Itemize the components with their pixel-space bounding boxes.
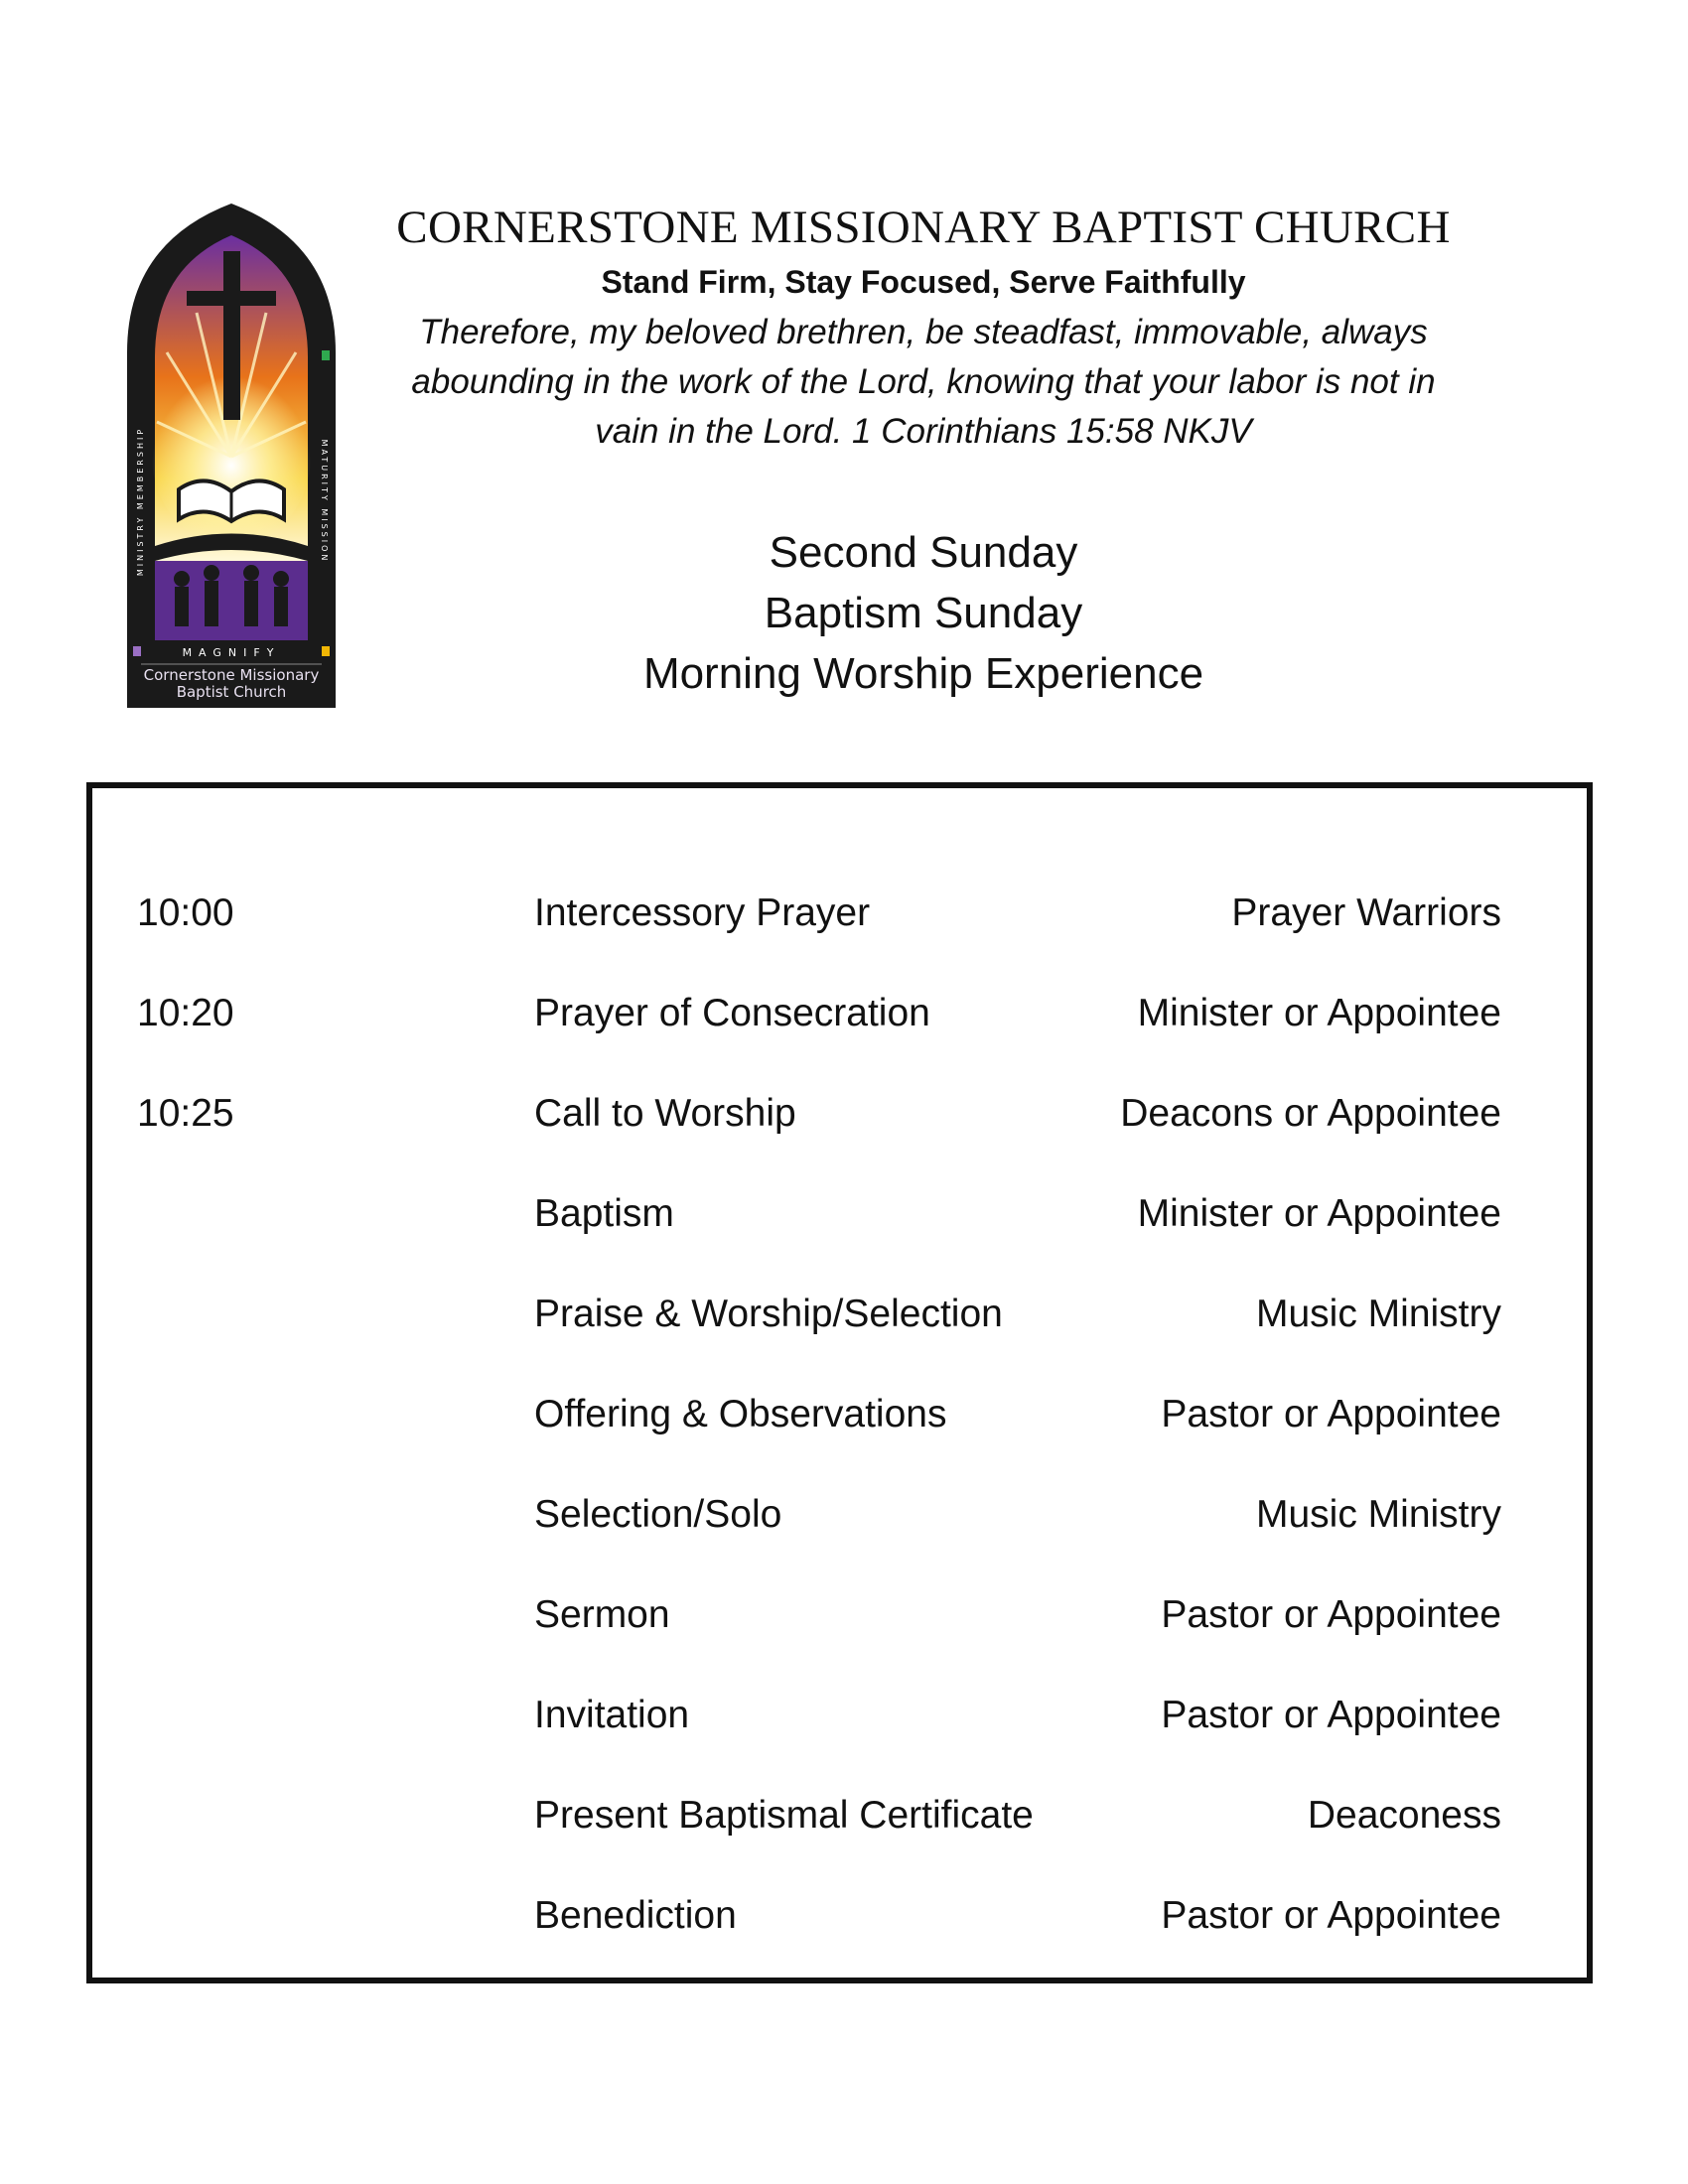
program-row bbox=[92, 1786, 1587, 1845]
verse-line: vain in the Lord. 1 Corinthians 15:58 NKJV bbox=[595, 412, 1252, 451]
program-row bbox=[92, 1385, 1587, 1444]
program-leader: Deaconess bbox=[1307, 1794, 1501, 1837]
program-row bbox=[92, 1686, 1587, 1745]
program-row bbox=[92, 884, 1587, 943]
program-time: 10:25 bbox=[137, 1092, 234, 1135]
program-event: Present Baptismal Certificate bbox=[534, 1794, 1034, 1837]
program-row bbox=[92, 1285, 1587, 1344]
program-event: Invitation bbox=[534, 1694, 690, 1736]
church-name: CORNERSTONE MISSIONARY BAPTIST CHURCH bbox=[396, 202, 1451, 253]
verse-line: abounding in the work of the Lord, knowing that your labor is not in bbox=[411, 362, 1436, 401]
program-leader: Music Ministry bbox=[1255, 1493, 1501, 1536]
program-row bbox=[92, 1084, 1587, 1144]
program-event: Baptism bbox=[534, 1192, 674, 1235]
program-event: Sermon bbox=[534, 1593, 670, 1636]
program-event: Praise & Worship/Selection bbox=[534, 1293, 1003, 1335]
scripture-verse bbox=[362, 308, 1484, 457]
program-leader: Pastor or Appointee bbox=[1161, 1393, 1501, 1435]
program-leader: Minister or Appointee bbox=[1137, 1192, 1501, 1235]
program-row bbox=[92, 984, 1587, 1043]
service-title: Baptism Sunday bbox=[764, 589, 1083, 637]
svg-text:MATURITY MISSION: MATURITY MISSION bbox=[320, 439, 329, 564]
program-event: Intercessory Prayer bbox=[534, 891, 871, 934]
svg-text:Cornerstone Missionary: Cornerstone Missionary bbox=[143, 666, 320, 684]
motto: Stand Firm, Stay Focused, Serve Faithfully bbox=[601, 264, 1246, 300]
program-event: Selection/Solo bbox=[534, 1493, 782, 1536]
service-titles bbox=[352, 522, 1494, 704]
program-time: 10:00 bbox=[137, 891, 234, 934]
program-row bbox=[92, 1886, 1587, 1946]
program-event: Benediction bbox=[534, 1894, 737, 1937]
verse-line: Therefore, my beloved brethren, be steadfast, immovable, always bbox=[419, 313, 1428, 351]
program-row bbox=[92, 1585, 1587, 1645]
header bbox=[352, 199, 1494, 704]
svg-text:MINISTRY MEMBERSHIP: MINISTRY MEMBERSHIP bbox=[136, 426, 145, 577]
program-row bbox=[92, 1184, 1587, 1244]
program-event: Offering & Observations bbox=[534, 1393, 947, 1435]
program-leader: Prayer Warriors bbox=[1231, 891, 1501, 934]
program-leader: Deacons or Appointee bbox=[1120, 1092, 1501, 1135]
program-leader: Pastor or Appointee bbox=[1161, 1694, 1501, 1736]
program-time: 10:20 bbox=[137, 992, 234, 1034]
svg-text:MAGNIFY: MAGNIFY bbox=[182, 646, 281, 659]
program-leader: Pastor or Appointee bbox=[1161, 1894, 1501, 1937]
program-leader: Minister or Appointee bbox=[1137, 992, 1501, 1034]
service-title: Second Sunday bbox=[769, 528, 1078, 577]
program-leader: Pastor or Appointee bbox=[1161, 1593, 1501, 1636]
program-event: Call to Worship bbox=[534, 1092, 796, 1135]
program-leader: Music Ministry bbox=[1255, 1293, 1501, 1335]
service-title: Morning Worship Experience bbox=[642, 649, 1204, 698]
church-logo bbox=[127, 204, 336, 708]
program-row bbox=[92, 1485, 1587, 1545]
order-of-service bbox=[86, 782, 1593, 1983]
svg-text:Baptist Church: Baptist Church bbox=[176, 683, 287, 701]
program-event: Prayer of Consecration bbox=[534, 992, 930, 1034]
